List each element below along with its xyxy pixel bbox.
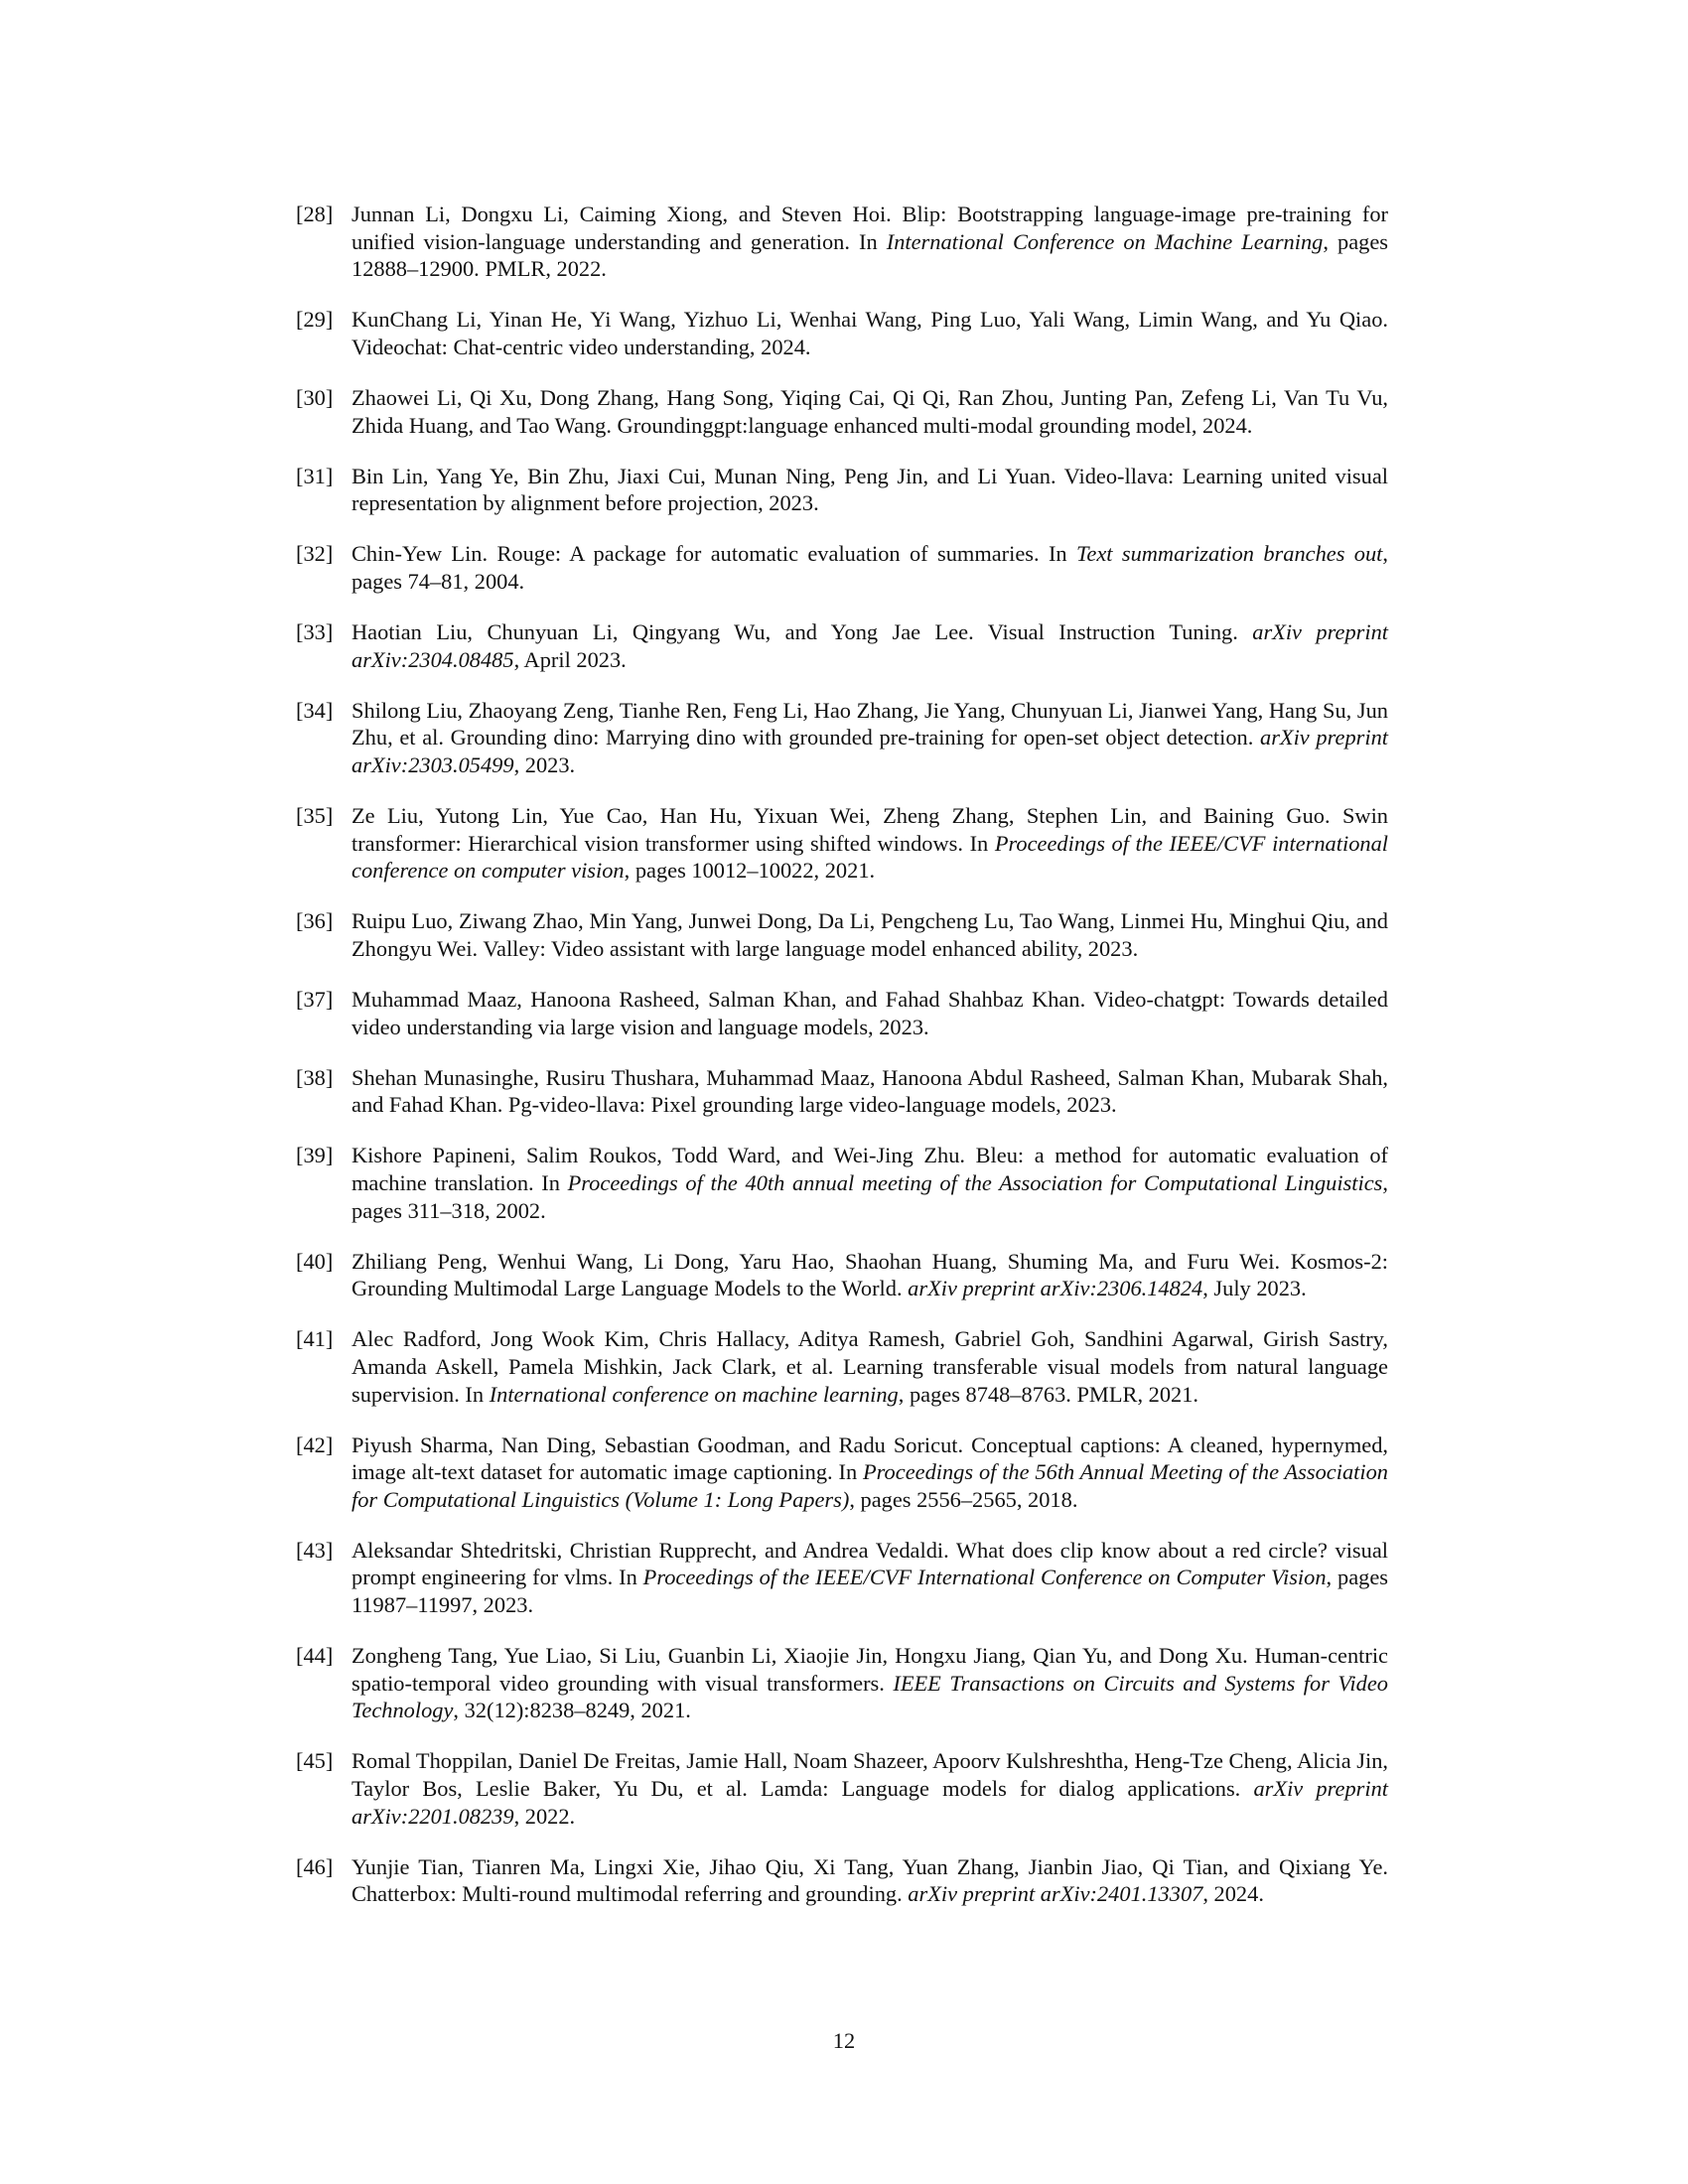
reference-number: [40] — [296, 1248, 334, 1274]
reference-entry — [296, 1747, 1388, 1830]
reference-number: [44] — [296, 1643, 334, 1669]
reference-text-segment: , July 2023. — [1202, 1276, 1307, 1301]
reference-number: [42] — [296, 1432, 334, 1457]
reference-entry — [296, 463, 1388, 517]
reference-number: [45] — [296, 1748, 334, 1774]
reference-text-segment: Zhiliang Peng, Wenhui Wang, Li Dong, Yaru Hao, Shaohan Huang, Shuming Ma, and Furu Wei. Kosmos-2: Grounding Multimodal Large Language Models to the World. — [352, 1248, 1388, 1301]
reference-number: [46] — [296, 1853, 334, 1879]
reference-text-segment: , 2022. — [513, 1803, 576, 1829]
reference-text-segment: Yunjie Tian, Tianren Ma, Lingxi Xie, Jihao Qiu, Xi Tang, Yuan Zhang, Jianbin Jiao, Qi Tian, and Qixiang Ye. Chatterbox: Multi-round multimodal referring and grounding. — [352, 1853, 1388, 1907]
reference-text-segment: Ze Liu, Yutong Lin, Yue Cao, Han Hu, Yixuan Wei, Zheng Zhang, Stephen Lin, and Baining Guo. Swin transformer: Hierarchical vision transformer using shifted windows. In — [352, 803, 1388, 856]
reference-text-segment: Shilong Liu, Zhaoyang Zeng, Tianhe Ren, Feng Li, Hao Zhang, Jie Yang, Chunyuan Li, Jianwei Yang, Hang Su, Jun Zhu, et al. Grounding dino: Marrying dino with grounded pre-training for open-set object detection. — [352, 697, 1388, 751]
reference-venue: arXiv preprint arXiv:2303.05499 — [352, 725, 1388, 777]
reference-entry — [296, 1432, 1388, 1514]
reference-text — [352, 306, 1388, 360]
reference-text-segment: Aleksandar Shtedritski, Christian Rupprecht, and Andrea Vedaldi. What does clip know about a red circle? visual prompt engineering for vlms. In — [352, 1537, 1388, 1590]
reference-text — [352, 1142, 1388, 1224]
reference-venue: Proceedings of the IEEE/CVF International Conference on Computer Vision — [642, 1565, 1327, 1590]
reference-entry — [296, 802, 1388, 885]
reference-text-segment: , pages 311–318, 2002. — [352, 1169, 1388, 1223]
reference-entry — [296, 1248, 1388, 1302]
reference-text — [352, 697, 1388, 779]
reference-text-segment: Ruipu Luo, Ziwang Zhao, Min Yang, Junwei Dong, Da Li, Pengcheng Lu, Tao Wang, Linmei Hu, Minghui Qiu, and Zhongyu Wei. Valley: Video assistant with large language model enhanced ability, 2023. — [352, 908, 1388, 961]
reference-venue: International conference on machine learning — [489, 1381, 899, 1407]
reference-text — [352, 1064, 1388, 1119]
reference-text-segment: , pages 8748–8763. PMLR, 2021. — [898, 1381, 1199, 1407]
reference-venue: arXiv preprint arXiv:2306.14824 — [908, 1276, 1203, 1301]
reference-text-segment: , pages 74–81, 2004. — [352, 541, 1389, 594]
reference-entry — [296, 201, 1388, 283]
reference-text-segment: , pages 10012–10022, 2021. — [624, 858, 876, 884]
reference-venue: Text summarization branches out — [1076, 541, 1383, 567]
reference-text — [352, 463, 1388, 517]
reference-venue: Proceedings of the IEEE/CVF international conference on computer vision — [352, 830, 1388, 884]
reference-entry — [296, 1537, 1388, 1619]
reference-number: [37] — [296, 986, 334, 1012]
reference-number: [33] — [296, 619, 334, 645]
reference-text-segment: , April 2023. — [513, 646, 627, 672]
reference-text — [352, 802, 1388, 885]
reference-entry — [296, 1642, 1388, 1724]
reference-entry — [296, 697, 1388, 779]
reference-text-segment: , pages 12888–12900. PMLR, 2022. — [352, 228, 1388, 282]
reference-text-segment: , 2024. — [1202, 1881, 1264, 1907]
reference-number: [34] — [296, 697, 334, 723]
reference-entry — [296, 1064, 1388, 1119]
reference-text — [352, 1642, 1388, 1724]
reference-text-segment: Chin-Yew Lin. Rouge: A package for automatic evaluation of summaries. In — [352, 541, 1076, 567]
reference-text-segment: , 32(12):8238–8249, 2021. — [453, 1698, 691, 1723]
reference-number: [36] — [296, 908, 334, 934]
reference-text-segment: Junnan Li, Dongxu Li, Caiming Xiong, and Steven Hoi. Blip: Bootstrapping language-image pre-training for unified vision-language understanding and generation. In — [352, 202, 1388, 254]
reference-venue: Proceedings of the 56th Annual Meeting of the Association for Computational Linguistics (Volume 1: Long Papers) — [352, 1459, 1388, 1512]
reference-text-segment: , pages 11987–11997, 2023. — [352, 1565, 1388, 1618]
reference-number: [32] — [296, 541, 334, 567]
reference-text-segment: KunChang Li, Yinan He, Yi Wang, Yizhuo Li, Wenhai Wang, Ping Luo, Yali Wang, Limin Wang, and Yu Qiao. Videochat: Chat-centric video understanding, 2024. — [352, 307, 1388, 359]
reference-text-segment: , pages 2556–2565, 2018. — [849, 1486, 1078, 1512]
reference-text — [352, 1325, 1388, 1408]
reference-number: [41] — [296, 1326, 334, 1352]
reference-text — [352, 1853, 1388, 1908]
reference-text-segment: Bin Lin, Yang Ye, Bin Zhu, Jiaxi Cui, Munan Ning, Peng Jin, and Li Yuan. Video-llava: Learning united visual representation by alignment before projection, 2023. — [352, 463, 1388, 516]
reference-text-segment: Romal Thoppilan, Daniel De Freitas, Jamie Hall, Noam Shazeer, Apoorv Kulshreshtha, Heng-Tze Cheng, Alicia Jin, Taylor Bos, Leslie Baker, Yu Du, et al. Lamda: Language models for dialog applications. — [352, 1748, 1388, 1802]
reference-venue: arXiv preprint arXiv:2401.13307 — [908, 1881, 1203, 1907]
reference-entry — [296, 540, 1388, 595]
reference-number: [30] — [296, 384, 334, 410]
reference-entry — [296, 1142, 1388, 1224]
reference-venue: arXiv preprint arXiv:2304.08485 — [352, 619, 1388, 672]
reference-text-segment: Piyush Sharma, Nan Ding, Sebastian Goodman, and Radu Soricut. Conceptual captions: A cleaned, hypernymed, image alt-text dataset for automatic image captioning. In — [352, 1432, 1388, 1485]
reference-text — [352, 540, 1388, 595]
reference-entry — [296, 1325, 1388, 1408]
reference-venue: International Conference on Machine Learning — [886, 228, 1324, 254]
reference-text-segment: Zongheng Tang, Yue Liao, Si Liu, Guanbin Li, Xiaojie Jin, Hongxu Jiang, Qian Yu, and Dong Xu. Human-centric spatio-temporal video grounding with visual transformers. — [352, 1643, 1388, 1696]
reference-venue: Proceedings of the 40th annual meeting of the Association for Computational Linguistics — [567, 1169, 1383, 1195]
reference-text — [352, 201, 1388, 283]
references-list — [296, 201, 1388, 1931]
reference-entry — [296, 618, 1388, 673]
reference-text — [352, 907, 1388, 962]
reference-number: [35] — [296, 803, 334, 828]
reference-entry — [296, 306, 1388, 360]
reference-text — [352, 1248, 1388, 1302]
reference-number: [43] — [296, 1537, 334, 1563]
reference-number: [28] — [296, 202, 334, 226]
reference-number: [31] — [296, 463, 334, 488]
reference-text-segment: Shehan Munasinghe, Rusiru Thushara, Muhammad Maaz, Hanoona Abdul Rasheed, Salman Khan, Mubarak Shah, and Fahad Khan. Pg-video-llava: Pixel grounding large video-language models, 2023. — [352, 1064, 1388, 1118]
reference-text-segment: , 2023. — [513, 751, 576, 777]
reference-text — [352, 384, 1388, 439]
reference-text-segment: Haotian Liu, Chunyuan Li, Qingyang Wu, and Yong Jae Lee. Visual Instruction Tuning. — [352, 619, 1253, 645]
reference-text — [352, 986, 1388, 1040]
reference-text — [352, 618, 1388, 673]
reference-entry — [296, 986, 1388, 1040]
page-number: 12 — [832, 2028, 856, 2053]
reference-number: [38] — [296, 1064, 334, 1090]
reference-text-segment: Alec Radford, Jong Wook Kim, Chris Hallacy, Aditya Ramesh, Gabriel Goh, Sandhini Agarwal, Girish Sastry, Amanda Askell, Pamela Mishkin, Jack Clark, et al. Learning transferable visual models from natural language supervision. In — [352, 1326, 1388, 1407]
reference-number: [39] — [296, 1143, 334, 1168]
reference-text-segment: Kishore Papineni, Salim Roukos, Todd Ward, and Wei-Jing Zhu. Bleu: a method for automatic evaluation of machine translation. In — [352, 1143, 1388, 1195]
reference-venue: IEEE Transactions on Circuits and Systems for Video Technology — [352, 1670, 1388, 1723]
reference-text-segment: Muhammad Maaz, Hanoona Rasheed, Salman Khan, and Fahad Shahbaz Khan. Video-chatgpt: Towards detailed video understanding via large vision and language models, 2023. — [352, 986, 1388, 1039]
reference-text — [352, 1747, 1388, 1830]
reference-entry — [296, 384, 1388, 439]
reference-entry — [296, 1853, 1388, 1908]
reference-number: [29] — [296, 307, 334, 333]
reference-text — [352, 1537, 1388, 1619]
reference-entry — [296, 907, 1388, 962]
reference-text-segment: Zhaowei Li, Qi Xu, Dong Zhang, Hang Song, Yiqing Cai, Qi Qi, Ran Zhou, Junting Pan, Zefeng Li, Van Tu Vu, Zhida Huang, and Tao Wang. Groundinggpt:language enhanced multi-modal grounding model, 2024. — [352, 384, 1388, 438]
reference-text — [352, 1432, 1388, 1514]
reference-venue: arXiv preprint arXiv:2201.08239 — [352, 1776, 1388, 1829]
